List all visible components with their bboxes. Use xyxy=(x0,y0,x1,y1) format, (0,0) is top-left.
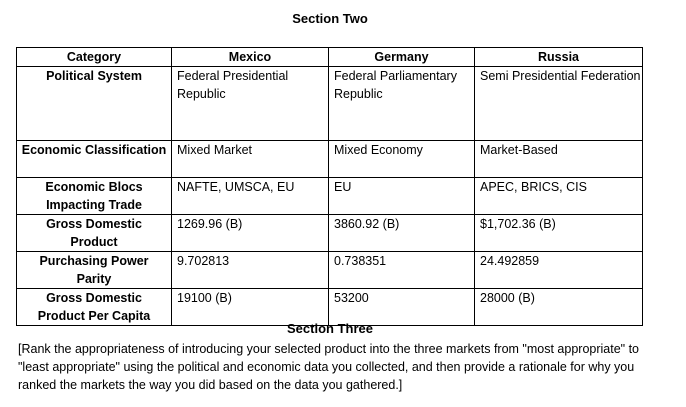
header-russia: Russia xyxy=(475,48,643,67)
row-category: Gross Domestic Product xyxy=(17,215,172,252)
cell-germany: Federal Parliamentary Republic xyxy=(329,67,475,141)
table-row xyxy=(17,289,643,326)
cell-mexico: 9.702813 xyxy=(172,252,329,289)
cell-russia: 28000 (B) xyxy=(475,289,643,326)
cell-germany: Mixed Economy xyxy=(329,141,475,178)
ranking-instructions: [Rank the appropriateness of introducing your selected product into the three markets from "most appropriate" to "least appropriate" using the political and economic data you collected, and then provide a rationale for why you ranked the markets the way you did based on the data you gathered.] xyxy=(18,342,640,392)
cell-russia: Market-Based xyxy=(475,141,643,178)
header-category: Category xyxy=(17,48,172,67)
table-row xyxy=(17,215,643,252)
cell-mexico: NAFTE, UMSCA, EU xyxy=(172,178,329,215)
cell-russia: $1,702.36 (B) xyxy=(475,215,643,252)
table-row xyxy=(17,252,643,289)
section-two-title: Section Two xyxy=(292,11,368,26)
cell-germany: 0.738351 xyxy=(329,252,475,289)
table-row xyxy=(17,178,643,215)
table-row xyxy=(17,67,643,141)
cell-russia: APEC, BRICS, CIS xyxy=(475,178,643,215)
country-comparison-table xyxy=(16,47,643,326)
table-header-row xyxy=(17,48,643,67)
cell-mexico: Mixed Market xyxy=(172,141,329,178)
cell-russia: Semi Presidential Federation xyxy=(475,67,643,141)
section-three-title: Section Three xyxy=(287,321,373,336)
cell-mexico: 19100 (B) xyxy=(172,289,329,326)
cell-germany: EU xyxy=(329,178,475,215)
cell-russia: 24.492859 xyxy=(475,252,643,289)
row-category: Economic Blocs Impacting Trade xyxy=(17,178,172,215)
row-category: Purchasing Power Parity xyxy=(17,252,172,289)
row-category: Gross Domestic Product Per Capita xyxy=(17,289,172,326)
row-category: Political System xyxy=(17,67,172,141)
cell-germany: 53200 xyxy=(329,289,475,326)
row-category: Economic Classification xyxy=(17,141,172,178)
cell-germany: 3860.92 (B) xyxy=(329,215,475,252)
cell-mexico: 1269.96 (B) xyxy=(172,215,329,252)
table-row xyxy=(17,141,643,178)
header-mexico: Mexico xyxy=(172,48,329,67)
cell-mexico: Federal Presidential Republic xyxy=(172,67,329,141)
header-germany: Germany xyxy=(329,48,475,67)
